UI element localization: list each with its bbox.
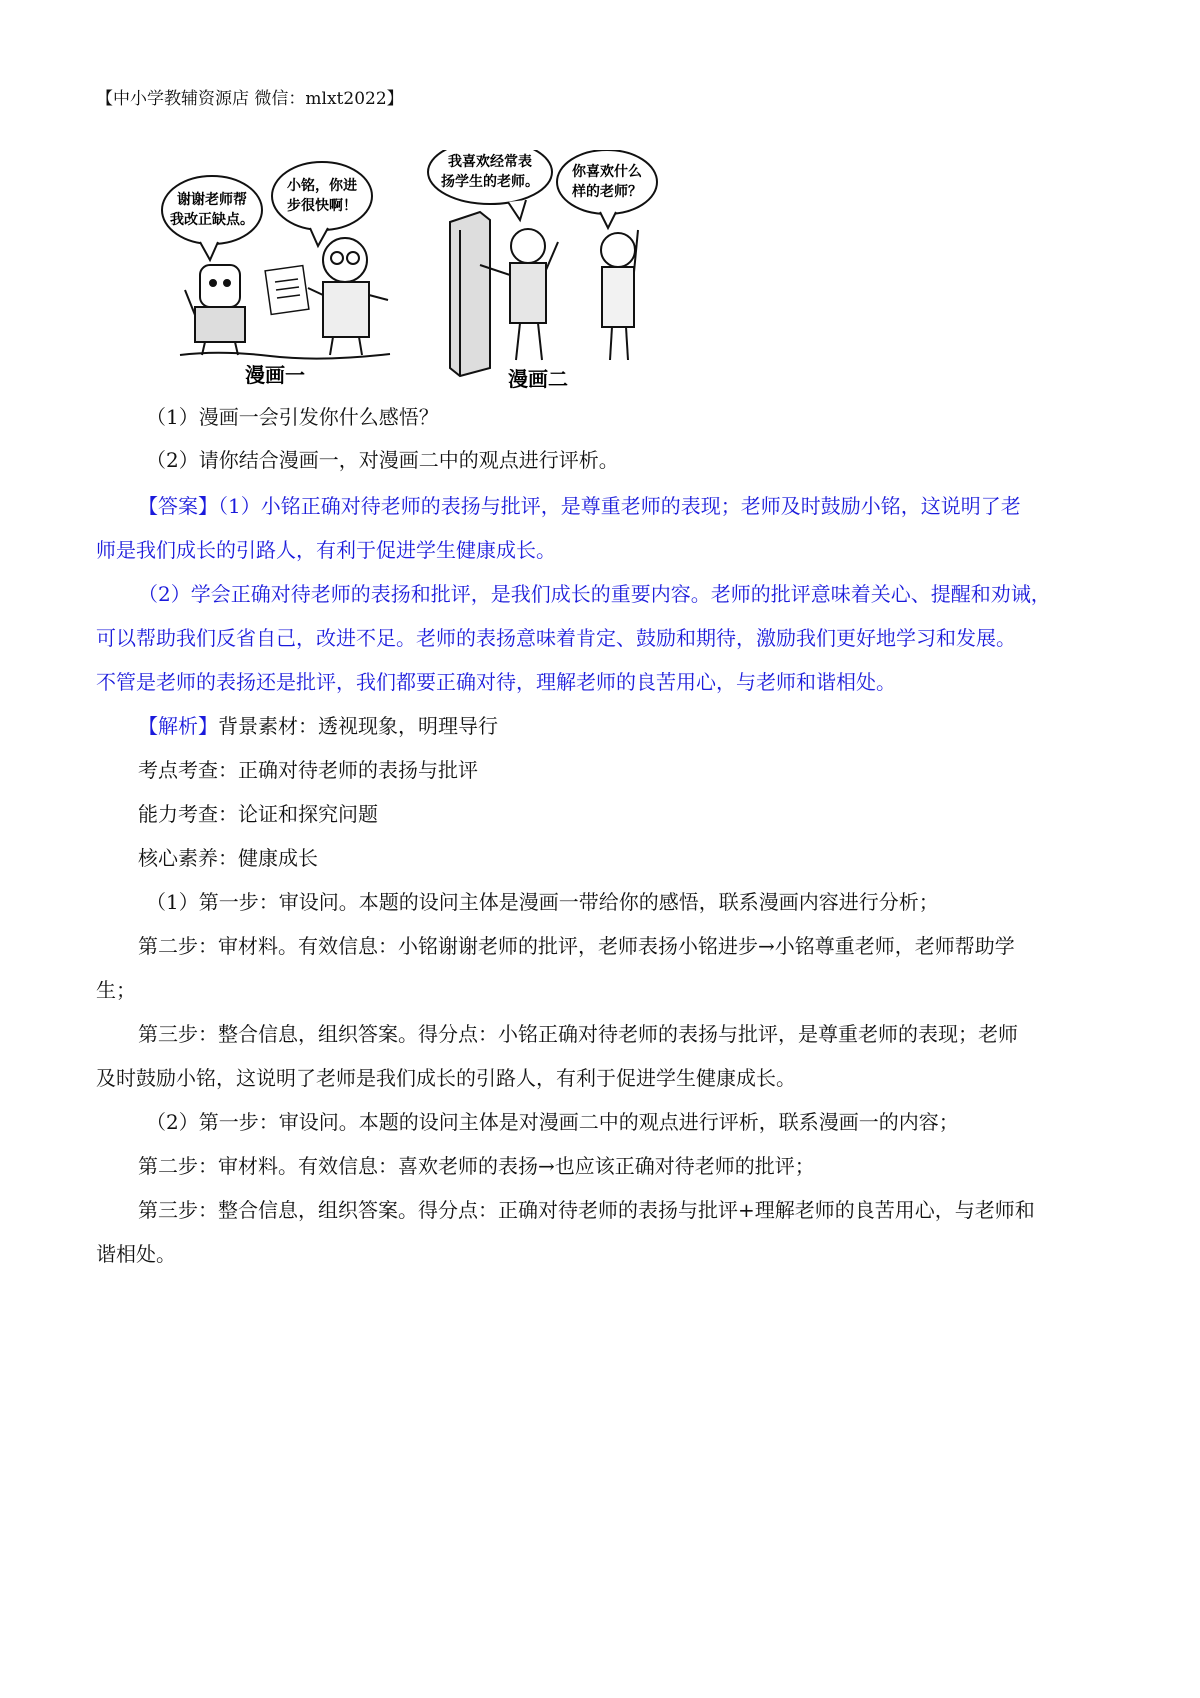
answer-line-3: （2）学会正确对待老师的表扬和批评，是我们成长的重要内容。老师的批评意味着关心、提醒和劝诫，	[138, 582, 1051, 606]
comic1-teacher-figure	[308, 238, 388, 355]
comic-illustration	[160, 150, 720, 430]
comic2-bubble-standing	[428, 150, 552, 220]
analysis-line-10: （2）第一步：审设问。本题的设问主体是对漫画二中的观点进行评析，联系漫画一的内容；	[146, 1110, 959, 1134]
comic1-caption: 漫画一	[245, 363, 305, 387]
comic2-caption: 漫画二	[508, 367, 568, 391]
comic1-bubble-teacher-line2: 步很快啊！	[287, 198, 357, 214]
comic2-standing-figure	[480, 229, 558, 360]
answer-line-4: 可以帮助我们反省自己，改进不足。老师的表扬意味着肯定、鼓励和期待，激励我们更好地学习和发展。	[96, 626, 1016, 650]
question-2: （2）请你结合漫画一，对漫画二中的观点进行评析。	[146, 448, 619, 472]
source-header: 【中小学教辅资源店 微信：mlxt2022】	[96, 89, 404, 109]
comic2-bubble-standing-line2: 扬学生的老师。	[441, 174, 539, 190]
answer-label: 【答案】	[138, 494, 218, 518]
answer-line-2: 师是我们成长的引路人，有利于促进学生健康成长。	[96, 538, 556, 562]
comic1-bubble-student-line1: 谢谢老师帮	[177, 192, 247, 208]
analysis-line-2: 考点考查：正确对待老师的表扬与批评	[138, 758, 478, 782]
analysis-line-4: 核心素养：健康成长	[138, 846, 318, 870]
analysis-line-13: 谐相处。	[96, 1242, 176, 1266]
analysis-label: 【解析】	[138, 714, 218, 738]
comic1-bubble-teacher	[272, 162, 372, 246]
comic1-bubble-student	[162, 176, 262, 260]
analysis-line-1	[138, 714, 498, 738]
comic1-student-figure	[185, 265, 245, 355]
analysis-line-7: 生；	[96, 978, 136, 1002]
analysis-line-6: 第二步：审材料。有效信息：小铭谢谢老师的批评，老师表扬小铭进步→小铭尊重老师，老师帮助学	[138, 934, 1015, 958]
comic1-bubble-student-line2: 我改正缺点。	[170, 212, 254, 228]
analysis-line-5: （1）第一步：审设问。本题的设问主体是漫画一带给你的感悟，联系漫画内容进行分析；	[146, 890, 939, 914]
analysis-line-3: 能力考查：论证和探究问题	[138, 802, 378, 826]
comic2-bubble-asking-line1: 你喜欢什么	[572, 164, 642, 180]
comic1-paper	[265, 266, 309, 315]
comic2-pillar	[450, 212, 490, 376]
answer-line-5: 不管是老师的表扬还是批评，我们都要正确对待，理解老师的良苦用心，与老师和谐相处。	[96, 670, 896, 694]
analysis-line-8: 第三步：整合信息，组织答案。得分点：小铭正确对待老师的表扬与批评，是尊重老师的表现；老师	[138, 1022, 1018, 1046]
analysis-line-12: 第三步：整合信息，组织答案。得分点：正确对待老师的表扬与批评+理解老师的良苦用心，与老师和	[138, 1198, 1035, 1222]
answer-line-1	[138, 494, 1021, 518]
answer-text-1: （1）小铭正确对待老师的表扬与批评，是尊重老师的表现；老师及时鼓励小铭，这说明了老	[218, 494, 1021, 518]
comic2-bubble-asking-line2: 样的老师？	[572, 184, 642, 200]
comic2-bubble-asking	[557, 150, 657, 228]
comic1-bubble-teacher-line1: 小铭，你进	[287, 178, 357, 194]
comic2-bubble-standing-line1: 我喜欢经常表	[448, 154, 532, 170]
comic2-asking-figure	[601, 230, 638, 360]
analysis-line-11: 第二步：审材料。有效信息：喜欢老师的表扬→也应该正确对待老师的批评；	[138, 1154, 815, 1178]
question-1: （1）漫画一会引发你什么感悟？	[146, 405, 439, 429]
analysis-line-9: 及时鼓励小铭，这说明了老师是我们成长的引路人，有利于促进学生健康成长。	[96, 1066, 796, 1090]
analysis-text-1: 背景素材：透视现象，明理导行	[218, 714, 498, 738]
